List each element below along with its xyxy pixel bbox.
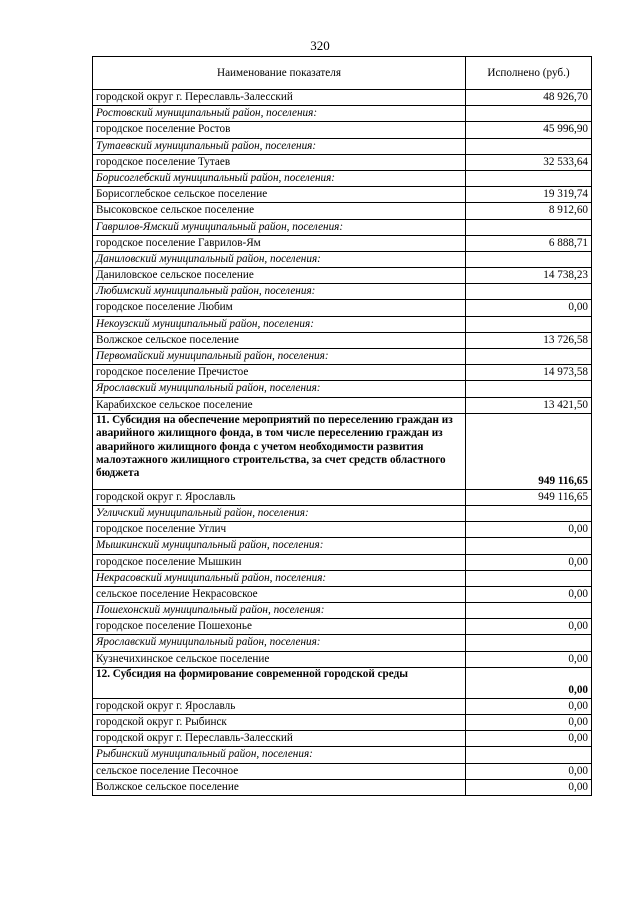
- indicator-name-cell: Любимский муниципальный район, поселения:: [93, 284, 466, 300]
- indicator-name-cell: сельское поселение Некрасовское: [93, 586, 466, 602]
- table-row: [93, 731, 592, 747]
- executed-amount-cell: 13 421,50: [466, 397, 592, 413]
- executed-amount-cell: [466, 106, 592, 122]
- indicator-name-cell: Кузнечихинское сельское поселение: [93, 651, 466, 667]
- executed-amount-cell: 13 726,58: [466, 332, 592, 348]
- executed-amount-cell: 0,00: [466, 698, 592, 714]
- indicator-name-cell: городской округ г. Переславль-Залесский: [93, 90, 466, 106]
- executed-amount-cell: 0,00: [466, 763, 592, 779]
- district-header-row: [93, 106, 592, 122]
- header-value-cell: Исполнено (руб.): [466, 57, 592, 90]
- executed-amount-cell: 32 533,64: [466, 154, 592, 170]
- indicator-name-cell: Борисоглебский муниципальный район, поселения:: [93, 170, 466, 186]
- table-row: [93, 489, 592, 505]
- district-header-row: [93, 170, 592, 186]
- district-header-row: [93, 747, 592, 763]
- executed-amount-cell: 0,00: [466, 554, 592, 570]
- indicator-name-cell: Некрасовский муниципальный район, поселения:: [93, 570, 466, 586]
- indicator-name-cell: городское поселение Гаврилов-Ям: [93, 235, 466, 251]
- indicator-name-cell: городское поселение Углич: [93, 522, 466, 538]
- table-row: [93, 122, 592, 138]
- report-table: [92, 56, 592, 796]
- indicator-name-cell: Ярославский муниципальный район, поселения:: [93, 635, 466, 651]
- indicator-name-cell: Борисоглебское сельское поселение: [93, 187, 466, 203]
- executed-amount-cell: 0,00: [466, 731, 592, 747]
- executed-amount-cell: [466, 138, 592, 154]
- executed-amount-cell: 6 888,71: [466, 235, 592, 251]
- executed-amount-cell: 949 116,65: [466, 413, 592, 489]
- executed-amount-cell: [466, 747, 592, 763]
- executed-amount-cell: [466, 570, 592, 586]
- indicator-name-cell: городское поселение Пошехонье: [93, 619, 466, 635]
- district-header-row: [93, 381, 592, 397]
- executed-amount-cell: 0,00: [466, 522, 592, 538]
- table-row: [93, 522, 592, 538]
- executed-amount-cell: [466, 251, 592, 267]
- executed-amount-cell: 0,00: [466, 667, 592, 698]
- executed-amount-cell: 0,00: [466, 586, 592, 602]
- executed-amount-cell: [466, 538, 592, 554]
- indicator-name-cell: Волжское сельское поселение: [93, 779, 466, 795]
- executed-amount-cell: 0,00: [466, 779, 592, 795]
- indicator-name-cell: Карабихское сельское поселение: [93, 397, 466, 413]
- table-row: [93, 332, 592, 348]
- district-header-row: [93, 251, 592, 267]
- indicator-name-cell: городской округ г. Переславль-Залесский: [93, 731, 466, 747]
- executed-amount-cell: [466, 219, 592, 235]
- district-header-row: [93, 138, 592, 154]
- report-table-body: [93, 57, 592, 796]
- indicator-name-cell: городской округ г. Рыбинск: [93, 715, 466, 731]
- executed-amount-cell: [466, 284, 592, 300]
- indicator-name-cell: городское поселение Ростов: [93, 122, 466, 138]
- indicator-name-cell: городское поселение Тутаев: [93, 154, 466, 170]
- table-header-row: [93, 57, 592, 90]
- executed-amount-cell: 14 738,23: [466, 268, 592, 284]
- table-row: [93, 554, 592, 570]
- header-name-cell: Наименование показателя: [93, 57, 466, 90]
- executed-amount-cell: 8 912,60: [466, 203, 592, 219]
- indicator-name-cell: Угличский муниципальный район, поселения:: [93, 505, 466, 521]
- table-row: [93, 619, 592, 635]
- indicator-name-cell: Высоковское сельское поселение: [93, 203, 466, 219]
- indicator-name-cell: 12. Субсидия на формирование современной городской среды: [93, 667, 466, 698]
- executed-amount-cell: 19 319,74: [466, 187, 592, 203]
- indicator-name-cell: Тутаевский муниципальный район, поселения:: [93, 138, 466, 154]
- executed-amount-cell: [466, 505, 592, 521]
- table-row: [93, 715, 592, 731]
- table-row: [93, 90, 592, 106]
- table-row: [93, 365, 592, 381]
- indicator-name-cell: 11. Субсидия на обеспечение мероприятий по переселению граждан из аварийного жилищного фонда, в том числе переселению граждан из аварийного жилищного фонда с учетом необходимости развития малоэтажного жилищного строительства, за счет средств областного бюджета: [93, 413, 466, 489]
- indicator-name-cell: городское поселение Любим: [93, 300, 466, 316]
- indicator-name-cell: Первомайский муниципальный район, поселения:: [93, 349, 466, 365]
- district-header-row: [93, 219, 592, 235]
- table-row: [93, 763, 592, 779]
- table-row: [93, 203, 592, 219]
- indicator-name-cell: Гаврилов-Ямский муниципальный район, поселения:: [93, 219, 466, 235]
- page-number: 320: [310, 38, 330, 53]
- indicator-name-cell: городское поселение Пречистое: [93, 365, 466, 381]
- indicator-name-cell: Ярославский муниципальный район, поселения:: [93, 381, 466, 397]
- subsidy-header-row: [93, 667, 592, 698]
- indicator-name-cell: сельское поселение Песочное: [93, 763, 466, 779]
- table-row: [93, 235, 592, 251]
- district-header-row: [93, 603, 592, 619]
- table-row: [93, 187, 592, 203]
- indicator-name-cell: Даниловское сельское поселение: [93, 268, 466, 284]
- indicator-name-cell: Пошехонский муниципальный район, поселения:: [93, 603, 466, 619]
- indicator-name-cell: городское поселение Мышкин: [93, 554, 466, 570]
- executed-amount-cell: [466, 381, 592, 397]
- executed-amount-cell: 45 996,90: [466, 122, 592, 138]
- table-row: [93, 300, 592, 316]
- executed-amount-cell: 0,00: [466, 715, 592, 731]
- table-row: [93, 154, 592, 170]
- district-header-row: [93, 570, 592, 586]
- indicator-name-cell: Мышкинский муниципальный район, поселения:: [93, 538, 466, 554]
- table-row: [93, 586, 592, 602]
- table-row: [93, 268, 592, 284]
- executed-amount-cell: 14 973,58: [466, 365, 592, 381]
- executed-amount-cell: 0,00: [466, 619, 592, 635]
- district-header-row: [93, 349, 592, 365]
- subsidy-header-row: [93, 413, 592, 489]
- executed-amount-cell: [466, 349, 592, 365]
- indicator-name-cell: Волжское сельское поселение: [93, 332, 466, 348]
- table-row: [93, 779, 592, 795]
- indicator-name-cell: Рыбинский муниципальный район, поселения:: [93, 747, 466, 763]
- district-header-row: [93, 505, 592, 521]
- executed-amount-cell: 0,00: [466, 300, 592, 316]
- district-header-row: [93, 635, 592, 651]
- executed-amount-cell: 48 926,70: [466, 90, 592, 106]
- executed-amount-cell: [466, 316, 592, 332]
- executed-amount-cell: 949 116,65: [466, 489, 592, 505]
- executed-amount-cell: [466, 170, 592, 186]
- executed-amount-cell: [466, 635, 592, 651]
- table-row: [93, 698, 592, 714]
- table-row: [93, 397, 592, 413]
- district-header-row: [93, 538, 592, 554]
- indicator-name-cell: Некоузский муниципальный район, поселения:: [93, 316, 466, 332]
- table-row: [93, 651, 592, 667]
- indicator-name-cell: городской округ г. Ярославль: [93, 489, 466, 505]
- indicator-name-cell: городской округ г. Ярославль: [93, 698, 466, 714]
- executed-amount-cell: [466, 603, 592, 619]
- executed-amount-cell: 0,00: [466, 651, 592, 667]
- district-header-row: [93, 284, 592, 300]
- indicator-name-cell: Даниловский муниципальный район, поселения:: [93, 251, 466, 267]
- district-header-row: [93, 316, 592, 332]
- indicator-name-cell: Ростовский муниципальный район, поселения:: [93, 106, 466, 122]
